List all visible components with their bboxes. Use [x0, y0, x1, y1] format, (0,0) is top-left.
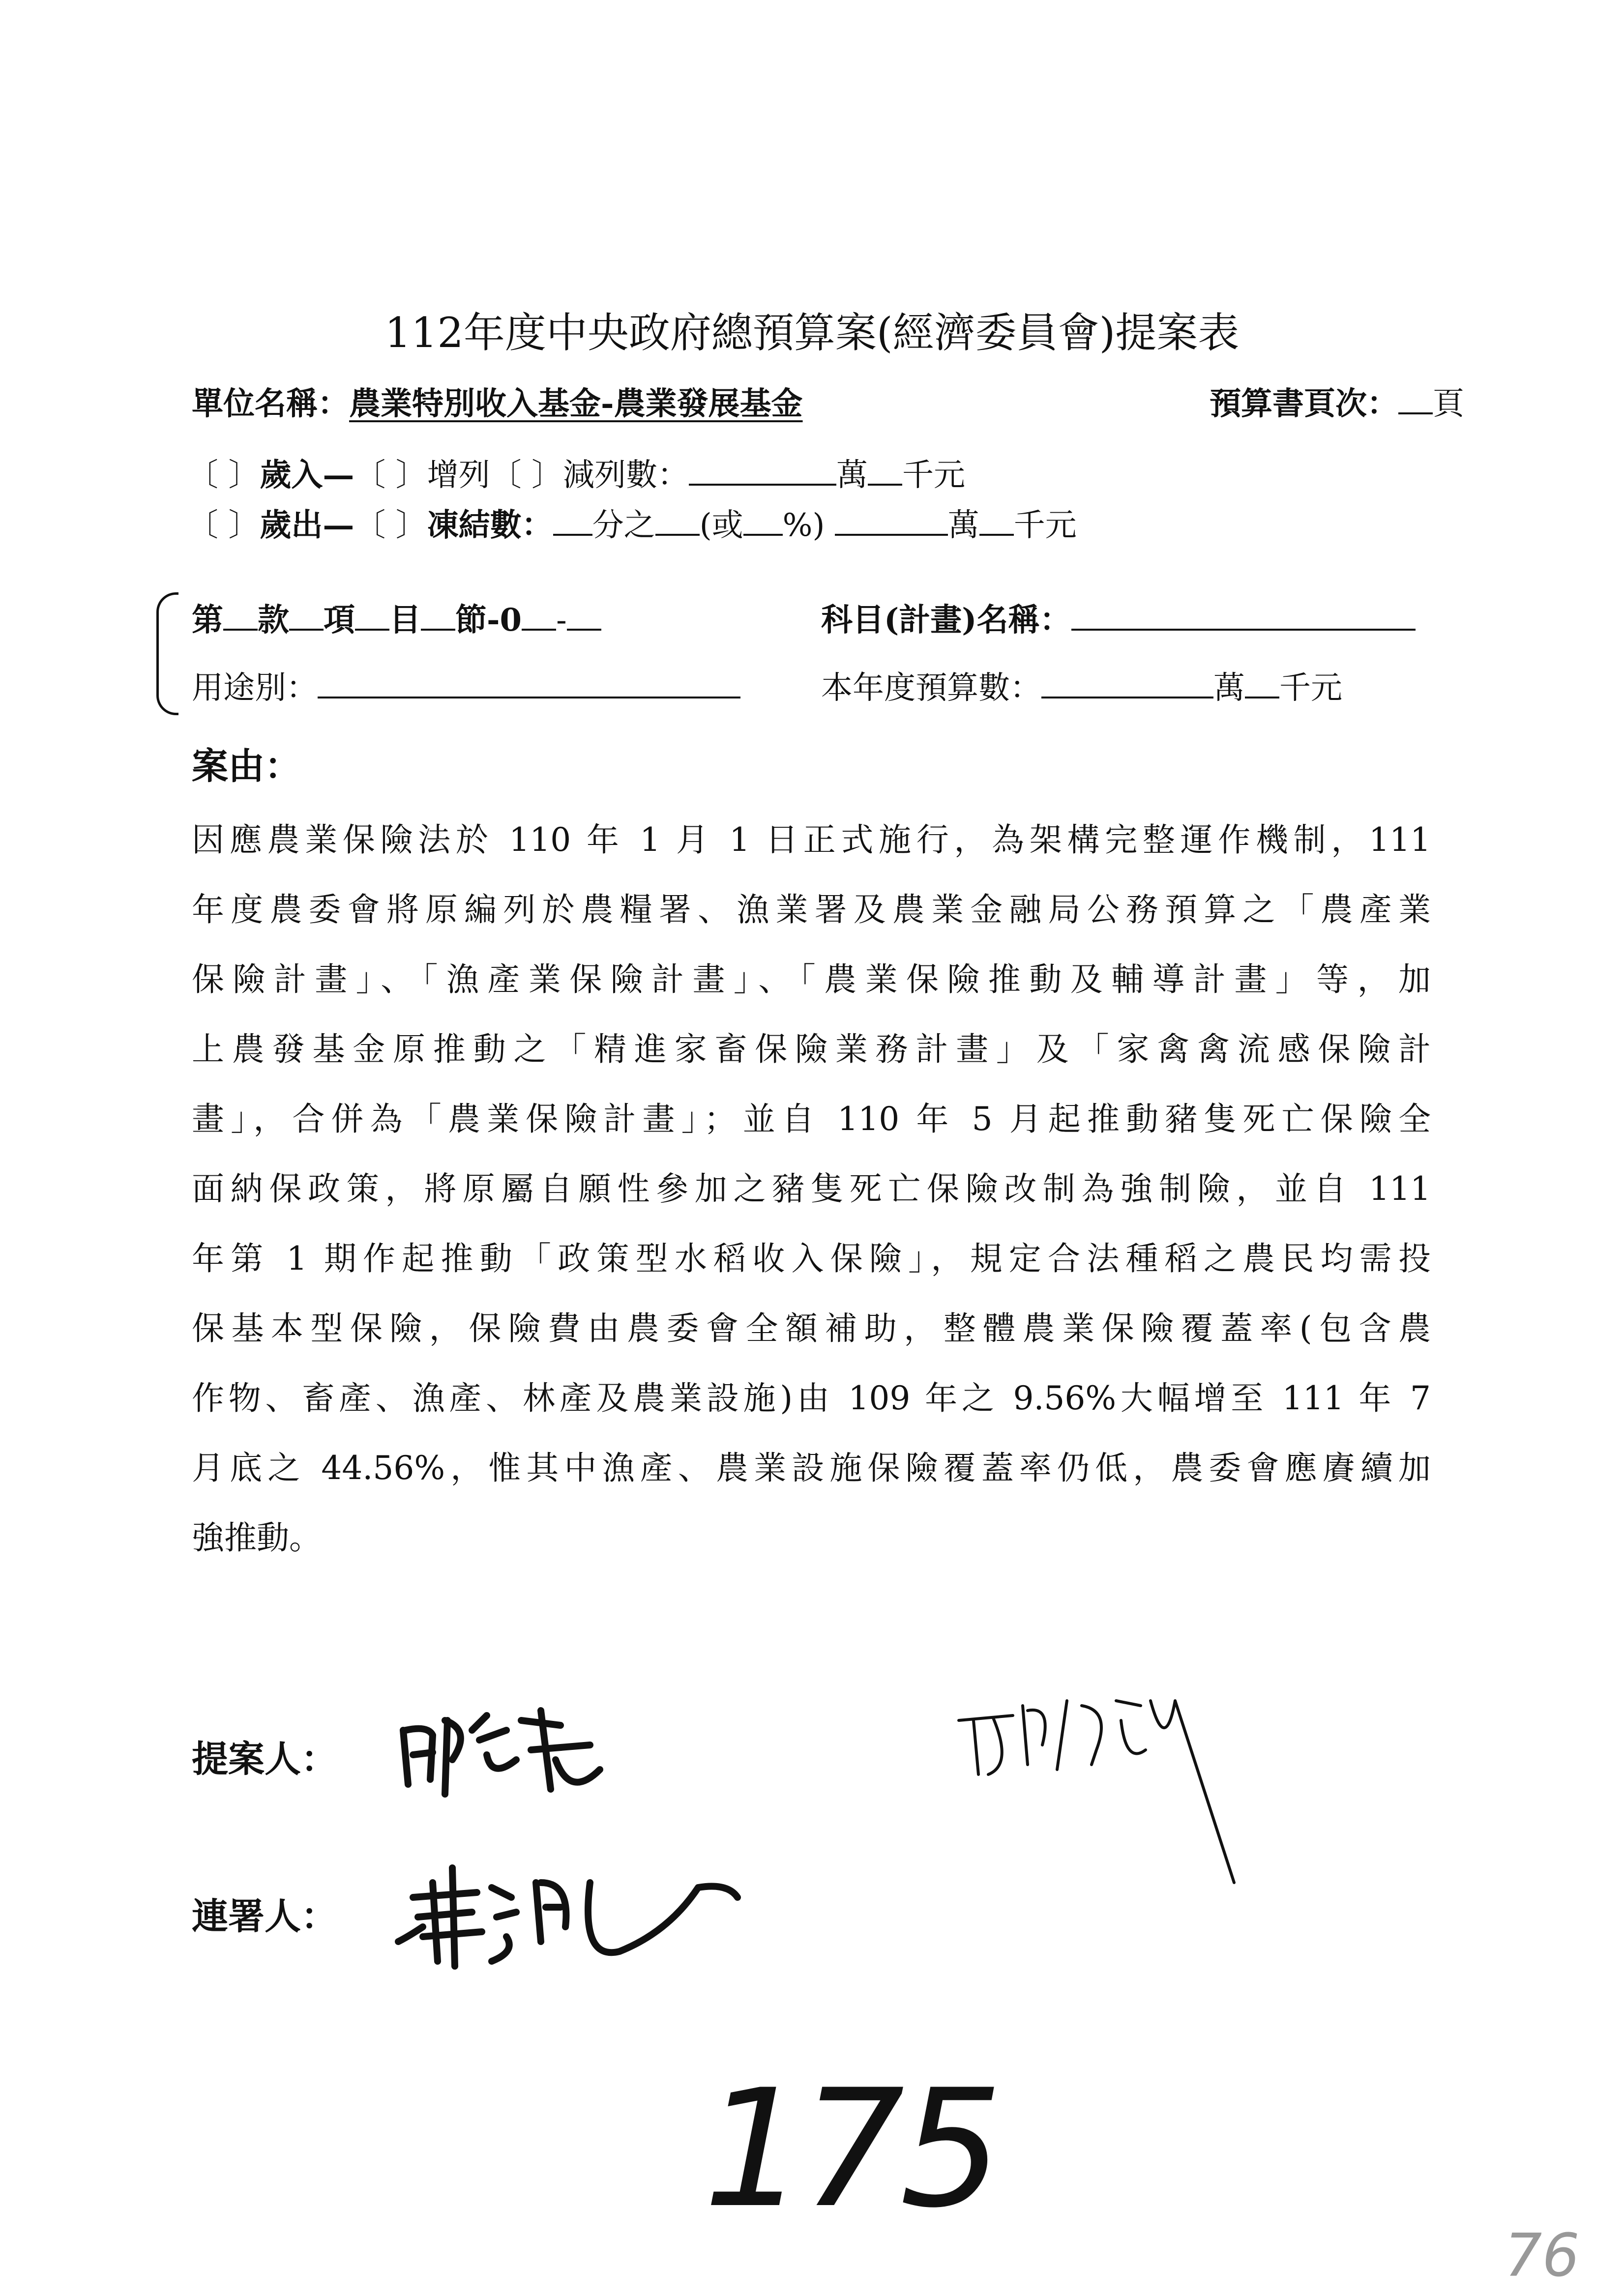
unit-row	[192, 378, 803, 424]
body-line: 保險計畫」、「漁產業保險計畫」、「農業保險推動及輔導計畫」等，加	[192, 960, 1431, 998]
body-line: 因應農業保險法於 110 年 1 月 1 日正式施行，為架構完整運作機制，111	[192, 821, 1431, 859]
jie-blank[interactable]	[421, 601, 455, 631]
corner-page-number: 76	[1505, 2222, 1580, 2290]
expense-row	[187, 500, 1077, 545]
wan-label: 萬	[1213, 670, 1245, 706]
budget-blank[interactable]	[1041, 669, 1213, 698]
revenue-label: 歲入—	[260, 457, 354, 494]
mu-label: 目	[389, 602, 421, 639]
reduce-checkbox[interactable]: 〔 〕	[490, 457, 563, 494]
expense-checkbox[interactable]: 〔 〕	[187, 507, 260, 544]
freeze-label: 凍結數：	[427, 507, 553, 544]
numerator-blank[interactable]	[655, 506, 700, 536]
subject-row	[821, 595, 1416, 640]
amount-blank[interactable]	[689, 456, 836, 486]
mu-blank[interactable]	[355, 601, 389, 631]
body-line: 強推動。	[192, 1519, 322, 1557]
page-blank	[1398, 385, 1433, 414]
body-line: 月底之 44.56%，惟其中漁產、農業設施保險覆蓋率仍低，農委會應賡續加	[192, 1449, 1431, 1487]
fen-label: 分之	[592, 507, 655, 544]
reduce-label: 減列數：	[563, 457, 689, 494]
body-line: 年度農委會將原編列於農糧署、漁業署及農業金融局公務預算之「農產業	[192, 891, 1431, 929]
add-checkbox[interactable]: 〔 〕	[354, 457, 427, 494]
qian-label: 千元	[1279, 670, 1342, 706]
wan-label: 萬	[836, 457, 868, 494]
page-label: 預算書頁次：	[1210, 385, 1398, 422]
cosigner-label: 連署人：	[192, 1895, 337, 1938]
di-label: 第	[192, 602, 223, 639]
expense-label: 歲出—	[260, 507, 354, 544]
percent-blank[interactable]	[743, 506, 783, 536]
body-line: 上農發基金原推動之「精進家畜保險業務計畫」及「家禽禽流感保險計	[192, 1030, 1431, 1068]
xiang-label: 項	[324, 602, 355, 639]
wan-label: 萬	[947, 507, 979, 544]
or-label: (或	[699, 507, 743, 544]
budget-row	[821, 663, 1342, 708]
unit-name: 農業特別收入基金-農業發展基金	[349, 385, 803, 422]
kuan-label: 款	[258, 602, 289, 639]
document-title: 112年度中央政府總預算案(經濟委員會)提案表	[384, 309, 1240, 357]
proposer-label: 提案人：	[192, 1738, 337, 1780]
thousand-blank[interactable]	[868, 456, 902, 486]
qian-label: 千元	[902, 457, 966, 494]
budget-label: 本年度預算數：	[821, 670, 1041, 706]
subject-label: 科目(計畫)名稱：	[821, 602, 1071, 639]
account-bracket	[156, 592, 178, 715]
page-ref	[1210, 378, 1464, 424]
kuan-blank[interactable]	[223, 601, 258, 631]
percent-label: %)	[782, 507, 825, 544]
code-blank-1[interactable]	[522, 601, 556, 631]
thousand-blank[interactable]	[1245, 669, 1279, 698]
page-suffix: 頁	[1433, 386, 1464, 422]
jie-label: 節-0	[455, 602, 522, 639]
freeze-amount-blank[interactable]	[835, 506, 948, 536]
revenue-checkbox[interactable]: 〔 〕	[187, 457, 260, 494]
second-signature	[954, 1691, 1273, 1888]
body-line: 年第 1 期作起推動「政策型水稻收入保險」，規定合法種稻之農民均需投	[192, 1240, 1431, 1278]
qian-label: 千元	[1013, 507, 1077, 544]
cosigner-signature	[393, 1853, 762, 1976]
reason-label: 案由：	[192, 745, 301, 787]
usage-label: 用途別：	[192, 670, 318, 706]
body-line: 保基本型保險，保險費由農委會全額補助，整體農業保險覆蓋率(包含農	[192, 1309, 1431, 1347]
add-label: 增列	[427, 457, 490, 494]
code-blank-2[interactable]	[567, 601, 601, 631]
usage-row	[192, 663, 740, 708]
proposer-signature	[393, 1701, 615, 1809]
subject-blank[interactable]	[1071, 601, 1416, 631]
thousand-blank[interactable]	[979, 506, 1014, 536]
dash: -	[556, 602, 567, 639]
revenue-row	[187, 450, 965, 495]
freeze-checkbox[interactable]: 〔 〕	[354, 507, 427, 544]
handwritten-page-number: 175	[703, 2055, 998, 2243]
body-line: 畫」，合併為「農業保險計畫」；並自 110 年 5 月起推動豬隻死亡保險全	[192, 1100, 1431, 1138]
body-line: 面納保政策，將原屬自願性參加之豬隻死亡保險改制為強制險，並自 111	[192, 1170, 1431, 1208]
unit-label: 單位名稱：	[192, 385, 349, 422]
account-code-row	[192, 595, 601, 640]
denominator-blank[interactable]	[553, 506, 592, 536]
usage-blank[interactable]	[318, 669, 740, 698]
body-line: 作物、畜產、漁產、林產及農業設施)由 109 年之 9.56%大幅增至 111 年 7	[192, 1379, 1431, 1417]
xiang-blank[interactable]	[289, 601, 324, 631]
